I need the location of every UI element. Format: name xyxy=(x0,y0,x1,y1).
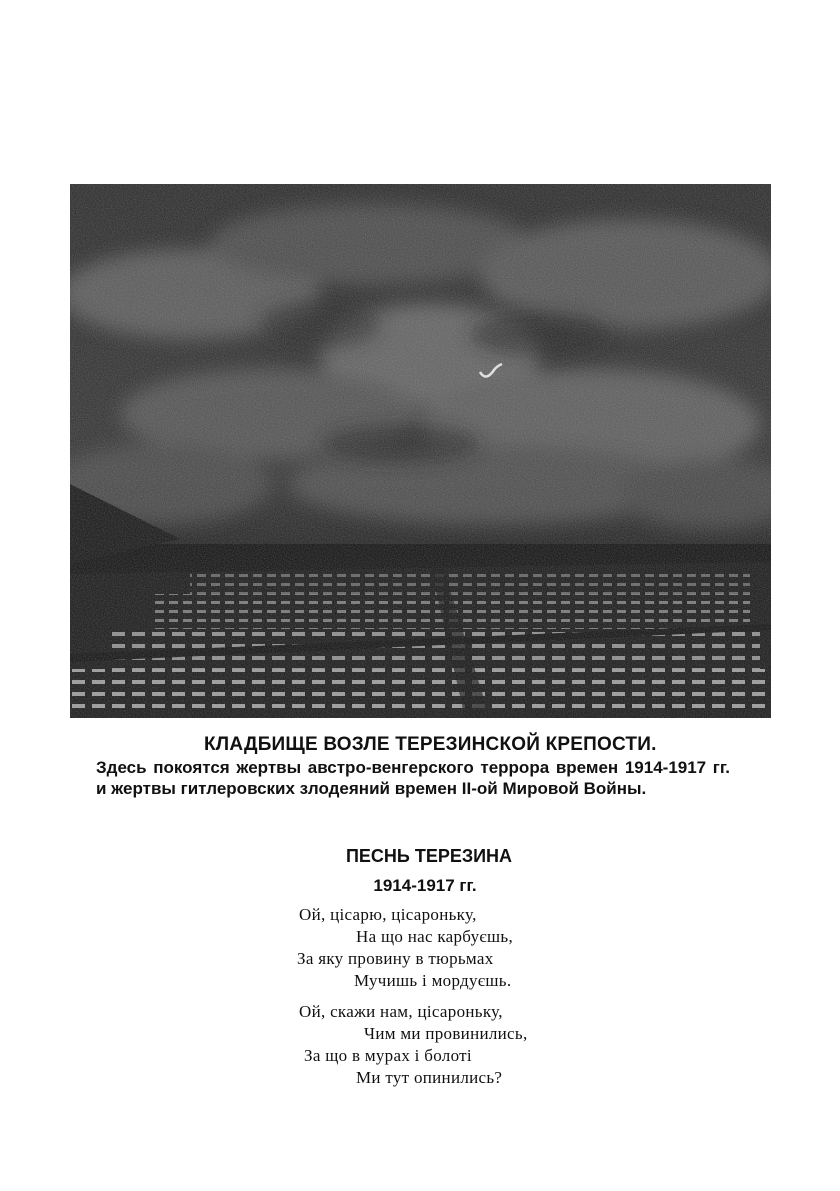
song-years: 1914-1917 гг. xyxy=(373,876,477,895)
verse-line: Ми тут опинились? xyxy=(356,1068,503,1087)
verse-line: На що нас карбуєшь, xyxy=(356,927,513,946)
verse-line: Ой, цісарю, цісароньку, xyxy=(299,905,477,924)
verse-line: Ой, скажи нам, цісароньку, xyxy=(299,1002,503,1021)
photo-caption-title: КЛАДБИЩЕ ВОЗЛЕ ТЕРЕЗИНСКОЙ КРЕПОСТИ. xyxy=(204,734,657,755)
cemetery-photo xyxy=(70,184,771,718)
photo-caption-body: Здесь покоятся жертвы австро-венгерского террора времен 1914-1917 гг. и жертвы гитлеровских злодеяний времен II-ой Мировой Войны. xyxy=(96,758,730,798)
song-title: ПЕСНЬ ТЕРЕЗИНА xyxy=(345,846,513,866)
verse-line: Мучишь і мордуєшь. xyxy=(354,971,512,990)
verse-line: За що в мурах і болоті xyxy=(304,1046,472,1065)
verse-line: Чим ми провинились, xyxy=(364,1024,528,1043)
verse-line: За яку провину в тюрьмах xyxy=(297,949,494,968)
